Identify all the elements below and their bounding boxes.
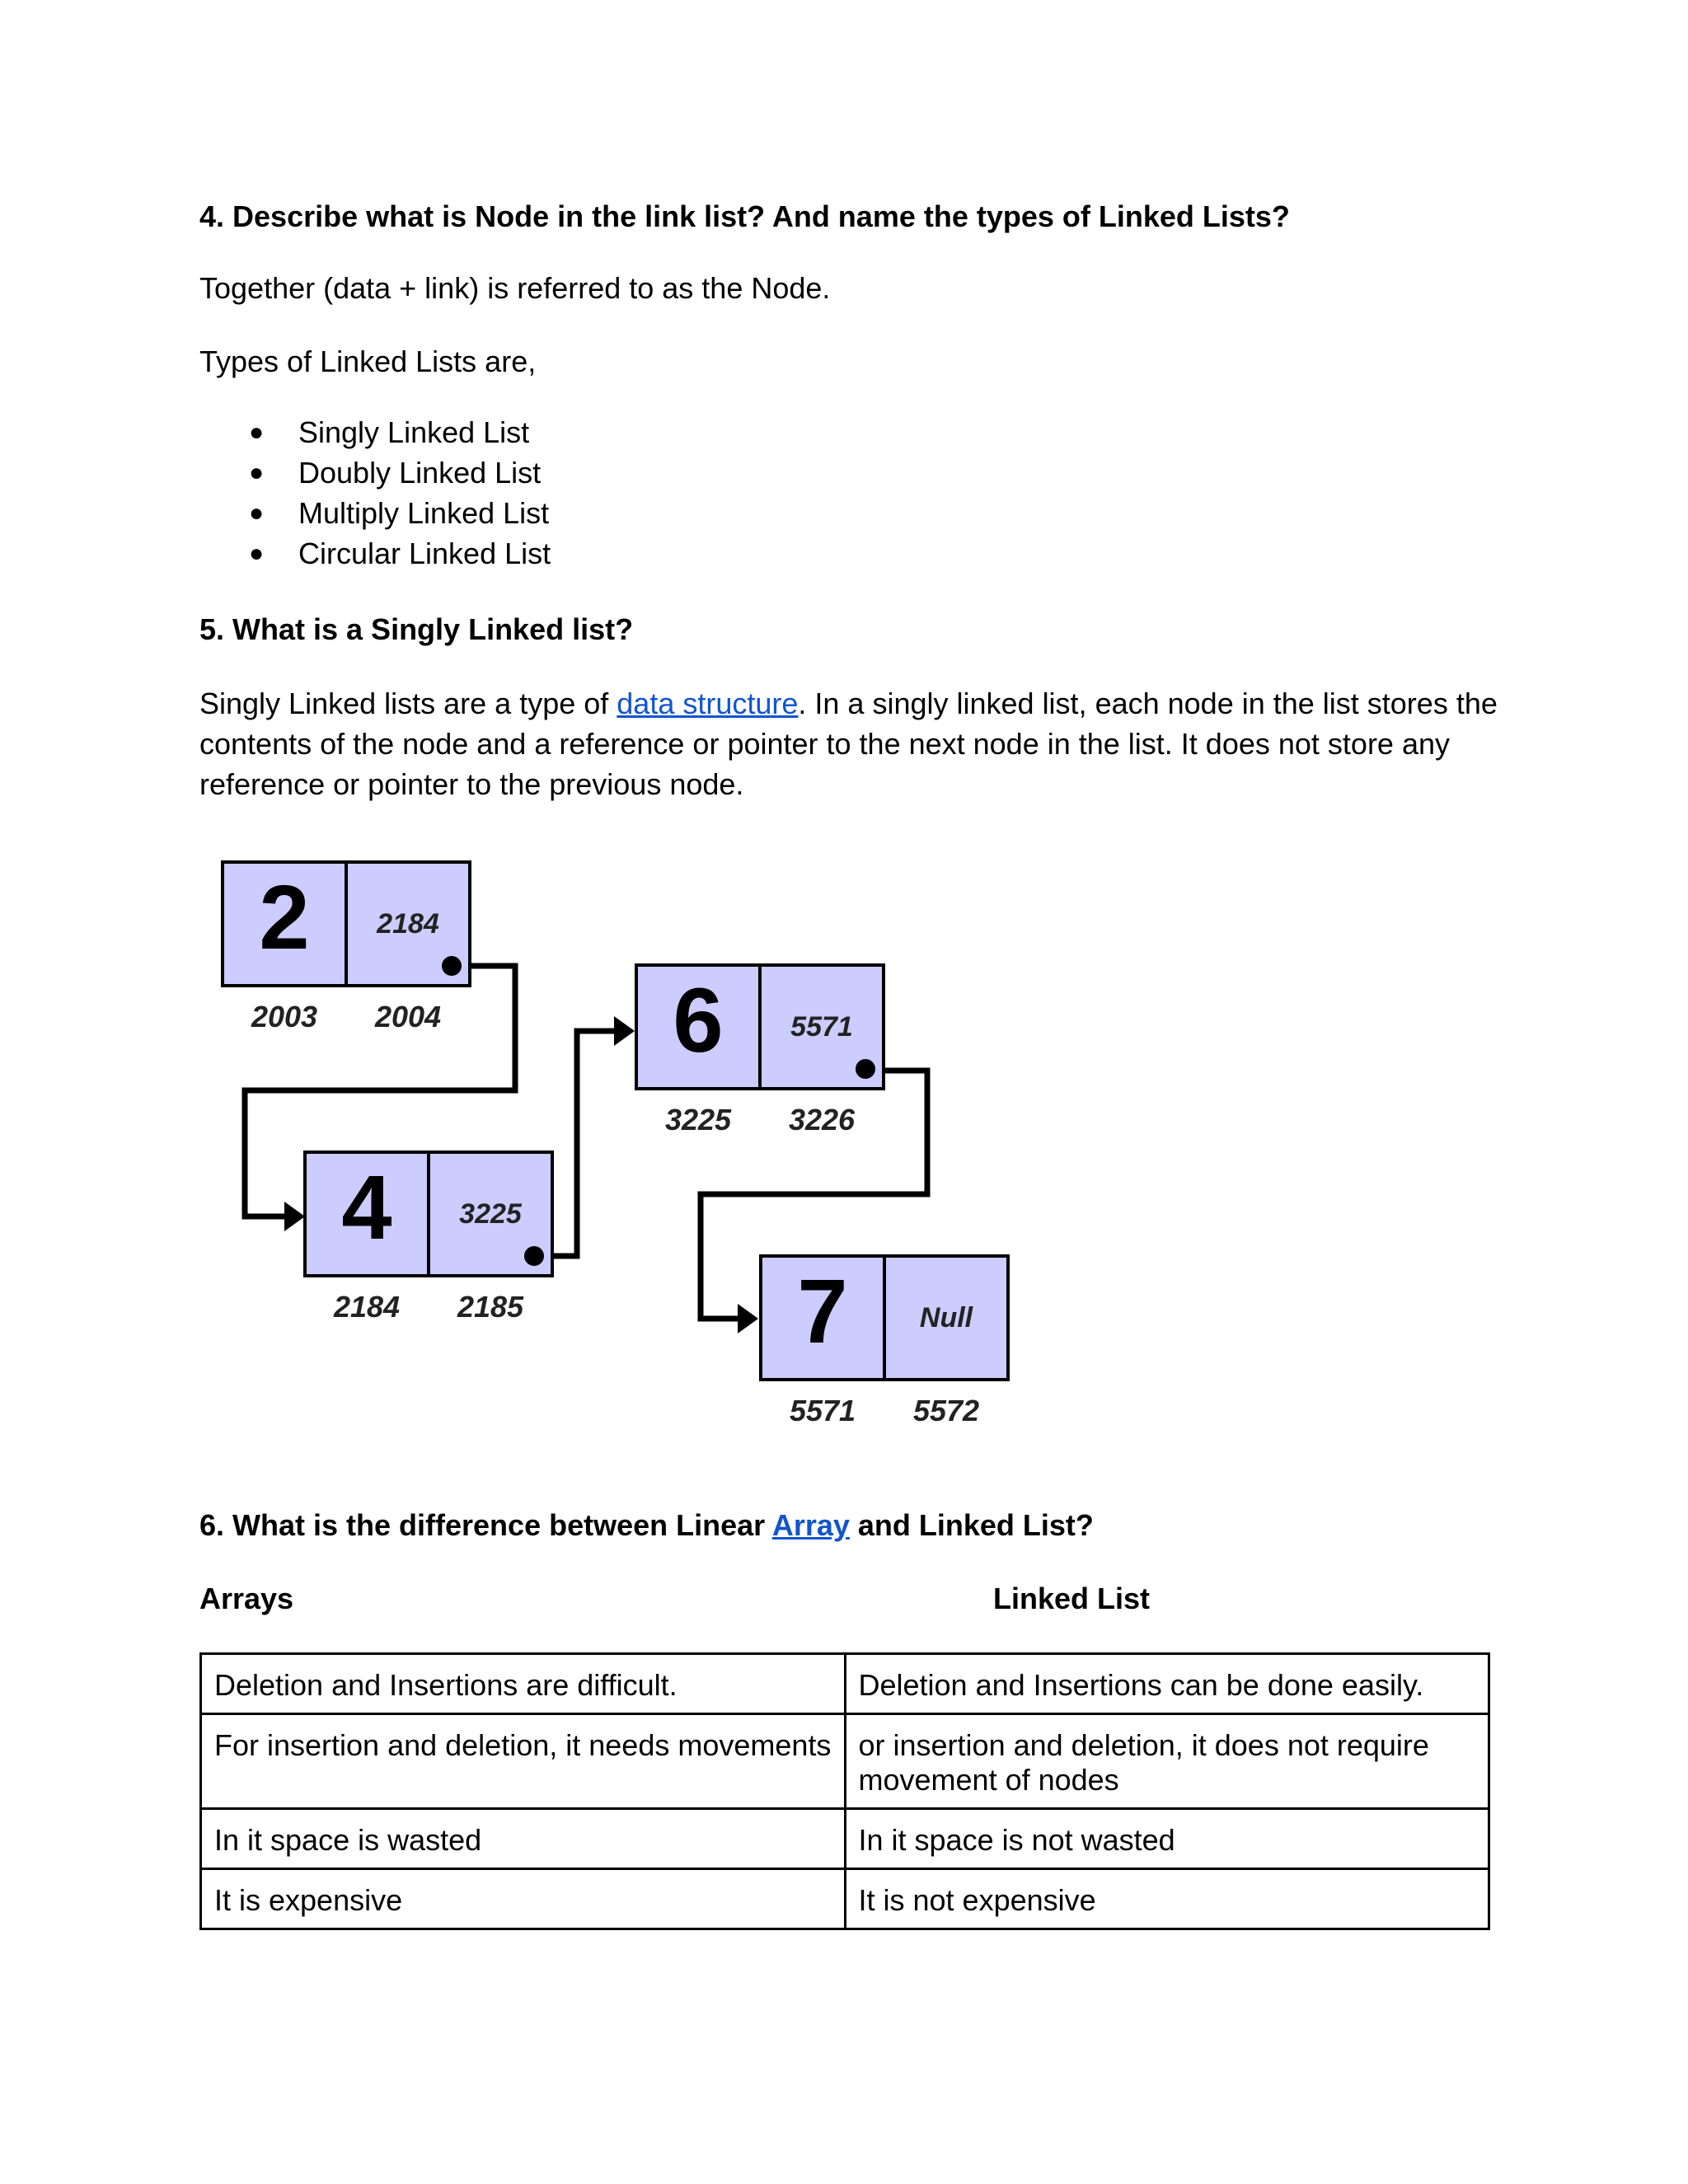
- table-cell-linked-list: Deletion and Insertions can be done easily.: [845, 1654, 1489, 1714]
- q6-text-start: 6. What is the difference between Linear: [199, 1508, 772, 1542]
- node-value: 4: [341, 1157, 392, 1258]
- node-pointer-address: 2004: [374, 1000, 442, 1033]
- array-link[interactable]: Array: [771, 1508, 850, 1542]
- table-cell-arrays: It is expensive: [201, 1869, 846, 1929]
- node-next-address: Null: [919, 1302, 973, 1333]
- list-node-3: [636, 965, 884, 1137]
- table-cell-arrays: In it space is wasted: [201, 1809, 846, 1869]
- node-pointer-address: 2185: [457, 1290, 524, 1324]
- column-header-linked-list: Linked List: [993, 1582, 1151, 1615]
- list-node-2: [305, 1152, 552, 1324]
- node-data-address: 5571: [789, 1394, 856, 1427]
- table-row: [201, 1714, 1489, 1809]
- list-item: ● Singly Linked List: [298, 412, 551, 452]
- node-next-address: 3225: [459, 1198, 522, 1230]
- list-node-4: [761, 1256, 1008, 1427]
- node-value: 2: [259, 867, 310, 968]
- table-cell-arrays: Deletion and Insertions are difficult.: [201, 1654, 846, 1714]
- pointer-dot: [524, 1246, 544, 1266]
- node-next-address: 2184: [377, 908, 439, 940]
- list-item: ● Circular Linked List: [298, 533, 551, 574]
- pointer-dot: [442, 956, 462, 976]
- q5-text-end: . In a singly linked list, each node in the list stores the contents of the node and a reference or pointer to the next node in the list. It does not store any reference or pointer to the previous node.: [199, 687, 1498, 801]
- list-item: ● Multiply Linked List: [298, 493, 551, 533]
- node-data-address: 2184: [333, 1290, 401, 1324]
- q5-text-start: Singly Linked lists are a type of: [199, 687, 617, 720]
- node-value: 7: [797, 1261, 848, 1362]
- comparison-table: [199, 1652, 1490, 1930]
- q6-text-end: and Linked List?: [849, 1508, 1094, 1542]
- node-value: 6: [673, 970, 724, 1071]
- pointer-dot: [856, 1059, 875, 1079]
- q4-types-intro: Types of Linked Lists are,: [199, 344, 537, 378]
- table-cell-linked-list: It is not expensive: [845, 1869, 1489, 1929]
- list-item: ● Doubly Linked List: [298, 452, 551, 493]
- data-structure-link[interactable]: data structure: [617, 687, 799, 720]
- node-pointer-address: 3226: [788, 1103, 856, 1137]
- arrowhead-node-2: [284, 1202, 305, 1231]
- q6-heading: [199, 1507, 1094, 1544]
- table-cell-linked-list: or insertion and deletion, it does not require movement of nodes: [845, 1714, 1489, 1809]
- node-pointer-address: 5572: [912, 1394, 980, 1427]
- arrowhead-node-4: [738, 1304, 758, 1333]
- arrowhead-node-3: [614, 1016, 635, 1046]
- node-data-address: 2003: [251, 1000, 318, 1033]
- table-row: [201, 1809, 1489, 1869]
- q4-answer: Together (data + link) is referred to as the Node.: [199, 271, 831, 305]
- list-node-1: [223, 862, 470, 1033]
- column-header-arrays: Arrays: [199, 1582, 294, 1615]
- table-cell-linked-list: In it space is not wasted: [845, 1809, 1489, 1869]
- node-data-address: 3225: [664, 1103, 732, 1137]
- table-row: [201, 1654, 1489, 1714]
- node-next-address: 5571: [790, 1011, 853, 1043]
- table-cell-arrays: For insertion and deletion, it needs movements: [201, 1714, 846, 1809]
- q5-heading: 5. What is a Singly Linked list?: [199, 612, 634, 646]
- q4-heading: 4. Describe what is Node in the link list? And name the types of Linked Lists?: [199, 199, 1290, 233]
- table-row: [201, 1869, 1489, 1929]
